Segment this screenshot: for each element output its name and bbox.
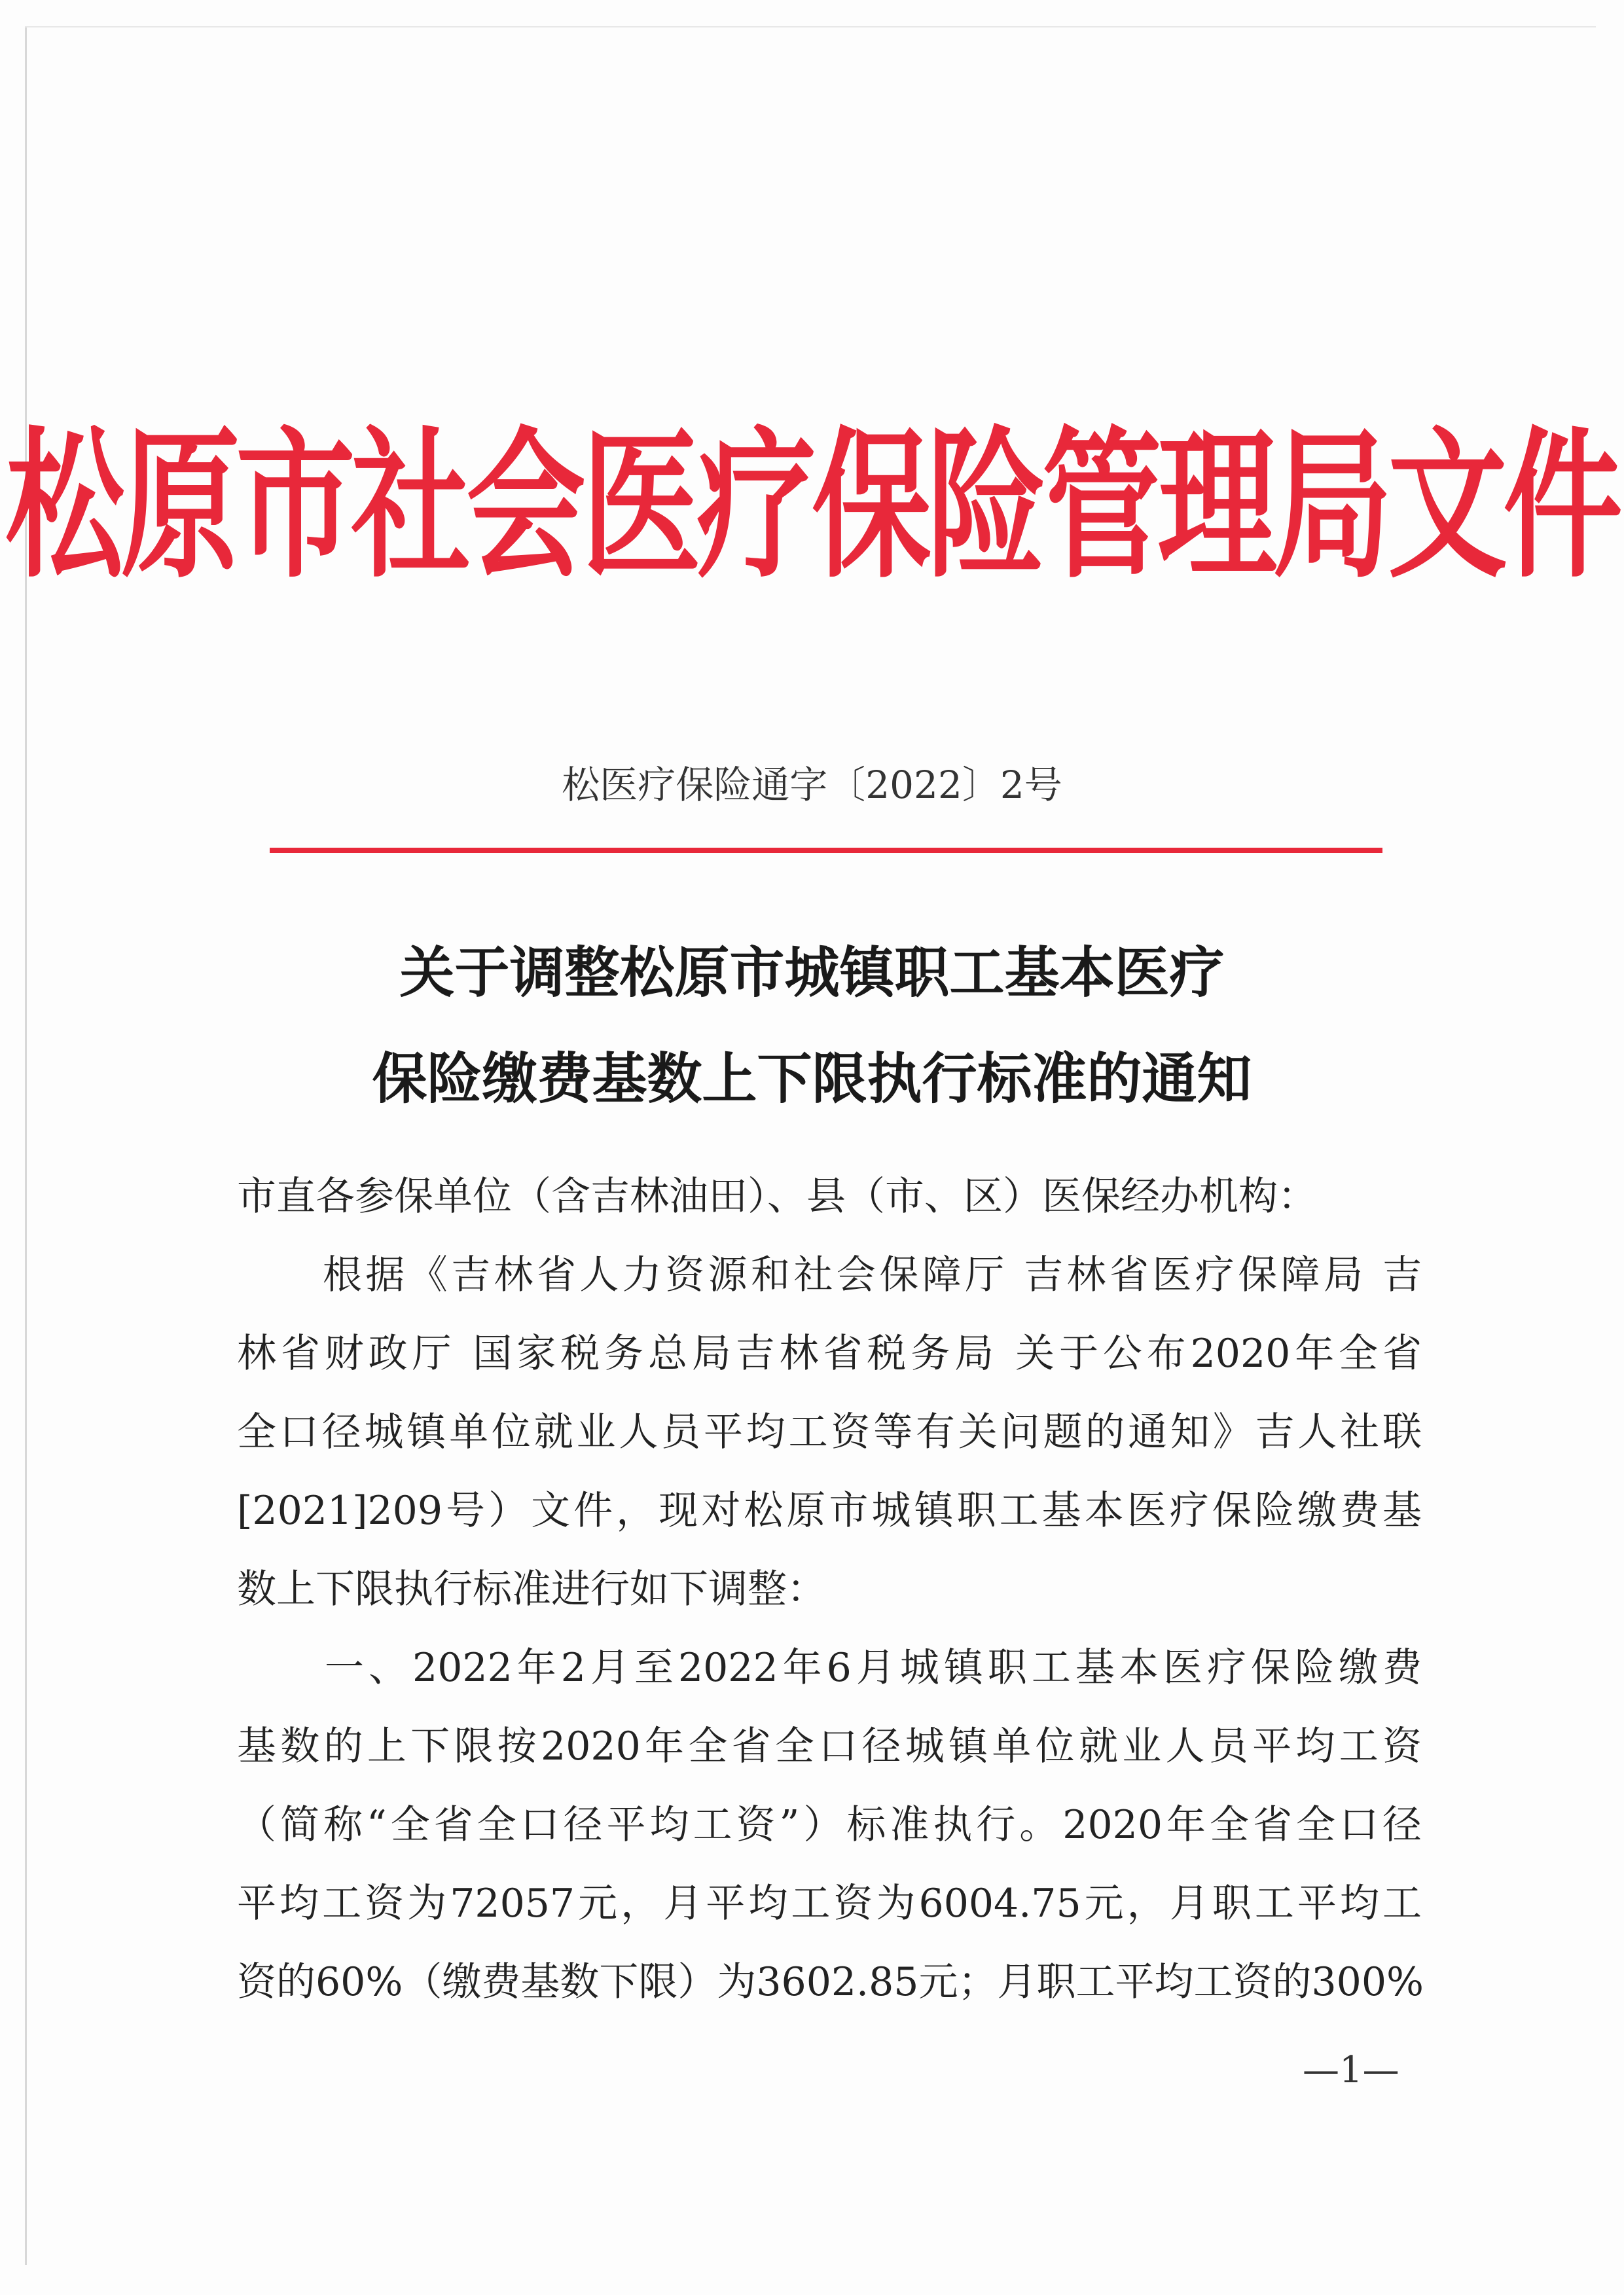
notice-body xyxy=(237,1157,1422,2021)
notice-title-line-2: 保险缴费基数上下限执行标准的通知 xyxy=(372,1047,1252,1111)
body-line: 数上下限执行标准进行如下调整： xyxy=(237,1566,826,1612)
scan-edge-top xyxy=(25,26,1596,27)
page-number: —1— xyxy=(1303,2049,1399,2091)
red-separator-rule xyxy=(270,848,1382,853)
body-line: [2021]209号）文件，现对松原市城镇职工基本医疗保险缴费基 xyxy=(237,1488,1422,1534)
body-line: 全口径城镇单位就业人员平均工资等有关问题的通知》吉人社联 xyxy=(237,1409,1422,1455)
document-number: 松医疗保险通字〔2022〕2号 xyxy=(562,763,1062,807)
body-line: 根据《吉林省人力资源和社会保障厅 吉林省医疗保障局 吉 xyxy=(237,1252,1422,1298)
notice-title xyxy=(0,920,1624,1132)
scan-edge-left xyxy=(25,26,27,2265)
agency-header-title: 松原市社会医疗保险管理局文件 xyxy=(5,412,1619,600)
notice-title-line-1: 关于调整松原市城镇职工基本医疗 xyxy=(399,941,1225,1005)
body-line: （简称“全省全口径平均工资”）标准执行。2020年全省全口径 xyxy=(237,1802,1422,1848)
body-line-recipients: 市直各参保单位（含吉林油田）、县（市、区）医保经办机构： xyxy=(237,1174,1317,1220)
body-line: 基数的上下限按2020年全省全口径城镇单位就业人员平均工资 xyxy=(237,1724,1422,1769)
body-line: 林省财政厅 国家税务总局吉林省税务局 关于公布2020年全省 xyxy=(237,1331,1422,1377)
body-line: 一、2022年2月至2022年6月城镇职工基本医疗保险缴费 xyxy=(237,1645,1422,1691)
body-line: 资的60%（缴费基数下限）为3602.85元；月职工平均工资的300% xyxy=(237,1959,1424,2005)
body-line: 平均工资为72057元，月平均工资为6004.75元，月职工平均工 xyxy=(237,1881,1422,1926)
